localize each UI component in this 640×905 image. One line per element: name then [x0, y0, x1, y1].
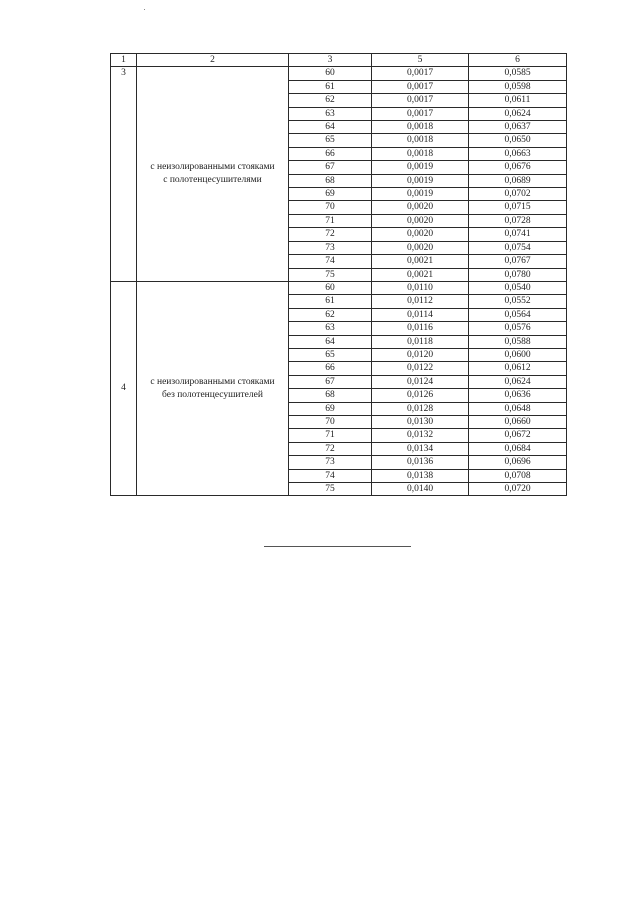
value-col3-cell: 73 — [289, 241, 372, 254]
value-col3-cell: 72 — [289, 442, 372, 455]
value-col6-cell: 0,0689 — [469, 174, 567, 187]
value-col6-cell: 0,0585 — [469, 67, 567, 80]
value-col3-cell: 66 — [289, 147, 372, 160]
table-row — [111, 281, 567, 294]
value-col5-cell: 0,0132 — [372, 429, 469, 442]
value-col3-cell: 70 — [289, 415, 372, 428]
description-line: с полотенцесушителями — [163, 175, 262, 186]
value-col5-cell: 0,0126 — [372, 389, 469, 402]
value-col6-cell: 0,0708 — [469, 469, 567, 482]
table-header-row — [111, 54, 567, 67]
value-col3-cell: 63 — [289, 107, 372, 120]
value-col3-cell: 61 — [289, 80, 372, 93]
column-header: 1 — [111, 54, 137, 67]
value-col5-cell: 0,0020 — [372, 201, 469, 214]
table-body — [111, 54, 567, 496]
column-header: 5 — [372, 54, 469, 67]
value-col6-cell: 0,0660 — [469, 415, 567, 428]
value-col3-cell: 61 — [289, 295, 372, 308]
group-number-cell: 3 — [111, 67, 137, 282]
value-col5-cell: 0,0140 — [372, 483, 469, 496]
value-col3-cell: 67 — [289, 161, 372, 174]
group-description-cell — [137, 67, 289, 282]
value-col6-cell: 0,0728 — [469, 214, 567, 227]
value-col3-cell: 74 — [289, 255, 372, 268]
value-col6-cell: 0,0637 — [469, 121, 567, 134]
value-col6-cell: 0,0576 — [469, 322, 567, 335]
value-col5-cell: 0,0124 — [372, 375, 469, 388]
value-col5-cell: 0,0018 — [372, 147, 469, 160]
value-col3-cell: 74 — [289, 469, 372, 482]
value-col3-cell: 62 — [289, 94, 372, 107]
value-col5-cell: 0,0019 — [372, 174, 469, 187]
value-col5-cell: 0,0019 — [372, 188, 469, 201]
value-col5-cell: 0,0019 — [372, 161, 469, 174]
value-col6-cell: 0,0720 — [469, 483, 567, 496]
scan-speck — [144, 9, 145, 10]
value-col6-cell: 0,0588 — [469, 335, 567, 348]
value-col5-cell: 0,0138 — [372, 469, 469, 482]
value-col6-cell: 0,0696 — [469, 456, 567, 469]
value-col5-cell: 0,0130 — [372, 415, 469, 428]
value-col6-cell: 0,0663 — [469, 147, 567, 160]
value-col6-cell: 0,0564 — [469, 308, 567, 321]
value-col3-cell: 65 — [289, 348, 372, 361]
value-col3-cell: 68 — [289, 389, 372, 402]
value-col5-cell: 0,0020 — [372, 214, 469, 227]
value-col5-cell: 0,0114 — [372, 308, 469, 321]
table-row — [111, 67, 567, 80]
value-col5-cell: 0,0020 — [372, 228, 469, 241]
footer-divider — [264, 546, 411, 547]
value-col3-cell: 70 — [289, 201, 372, 214]
value-col3-cell: 65 — [289, 134, 372, 147]
value-col5-cell: 0,0017 — [372, 94, 469, 107]
value-col3-cell: 62 — [289, 308, 372, 321]
value-col3-cell: 75 — [289, 268, 372, 281]
value-col5-cell: 0,0020 — [372, 241, 469, 254]
data-table — [110, 53, 567, 496]
value-col6-cell: 0,0552 — [469, 295, 567, 308]
value-col6-cell: 0,0684 — [469, 442, 567, 455]
value-col3-cell: 63 — [289, 322, 372, 335]
value-col5-cell: 0,0134 — [372, 442, 469, 455]
value-col5-cell: 0,0021 — [372, 255, 469, 268]
value-col6-cell: 0,0636 — [469, 389, 567, 402]
value-col3-cell: 69 — [289, 188, 372, 201]
value-col5-cell: 0,0021 — [372, 268, 469, 281]
value-col5-cell: 0,0116 — [372, 322, 469, 335]
group-number-cell: 4 — [111, 281, 137, 496]
value-col3-cell: 66 — [289, 362, 372, 375]
value-col6-cell: 0,0540 — [469, 281, 567, 294]
value-col3-cell: 60 — [289, 281, 372, 294]
value-col5-cell: 0,0112 — [372, 295, 469, 308]
value-col6-cell: 0,0702 — [469, 188, 567, 201]
value-col3-cell: 72 — [289, 228, 372, 241]
value-col5-cell: 0,0018 — [372, 134, 469, 147]
value-col3-cell: 67 — [289, 375, 372, 388]
value-col3-cell: 64 — [289, 121, 372, 134]
value-col6-cell: 0,0767 — [469, 255, 567, 268]
value-col6-cell: 0,0600 — [469, 348, 567, 361]
value-col5-cell: 0,0017 — [372, 80, 469, 93]
value-col3-cell: 75 — [289, 483, 372, 496]
value-col6-cell: 0,0648 — [469, 402, 567, 415]
value-col6-cell: 0,0650 — [469, 134, 567, 147]
value-col6-cell: 0,0780 — [469, 268, 567, 281]
column-header: 2 — [137, 54, 289, 67]
value-col3-cell: 71 — [289, 429, 372, 442]
value-col6-cell: 0,0672 — [469, 429, 567, 442]
column-header: 6 — [469, 54, 567, 67]
value-col6-cell: 0,0598 — [469, 80, 567, 93]
value-col6-cell: 0,0676 — [469, 161, 567, 174]
value-col6-cell: 0,0624 — [469, 375, 567, 388]
value-col5-cell: 0,0017 — [372, 67, 469, 80]
value-col3-cell: 69 — [289, 402, 372, 415]
description-line: с неизолированными стояками — [150, 376, 275, 387]
value-col3-cell: 64 — [289, 335, 372, 348]
description-line: без полотенцесушителей — [162, 389, 263, 400]
value-col5-cell: 0,0122 — [372, 362, 469, 375]
value-col3-cell: 68 — [289, 174, 372, 187]
value-col6-cell: 0,0612 — [469, 362, 567, 375]
value-col6-cell: 0,0741 — [469, 228, 567, 241]
value-col6-cell: 0,0624 — [469, 107, 567, 120]
value-col3-cell: 71 — [289, 214, 372, 227]
description-line: с неизолированными стояками — [150, 162, 275, 173]
value-col6-cell: 0,0715 — [469, 201, 567, 214]
value-col5-cell: 0,0018 — [372, 121, 469, 134]
value-col5-cell: 0,0136 — [372, 456, 469, 469]
group-description-cell — [137, 281, 289, 496]
value-col5-cell: 0,0118 — [372, 335, 469, 348]
value-col3-cell: 73 — [289, 456, 372, 469]
value-col5-cell: 0,0120 — [372, 348, 469, 361]
value-col6-cell: 0,0754 — [469, 241, 567, 254]
value-col5-cell: 0,0017 — [372, 107, 469, 120]
data-table-container — [110, 53, 566, 496]
value-col5-cell: 0,0110 — [372, 281, 469, 294]
column-header: 3 — [289, 54, 372, 67]
value-col5-cell: 0,0128 — [372, 402, 469, 415]
value-col3-cell: 60 — [289, 67, 372, 80]
value-col6-cell: 0,0611 — [469, 94, 567, 107]
